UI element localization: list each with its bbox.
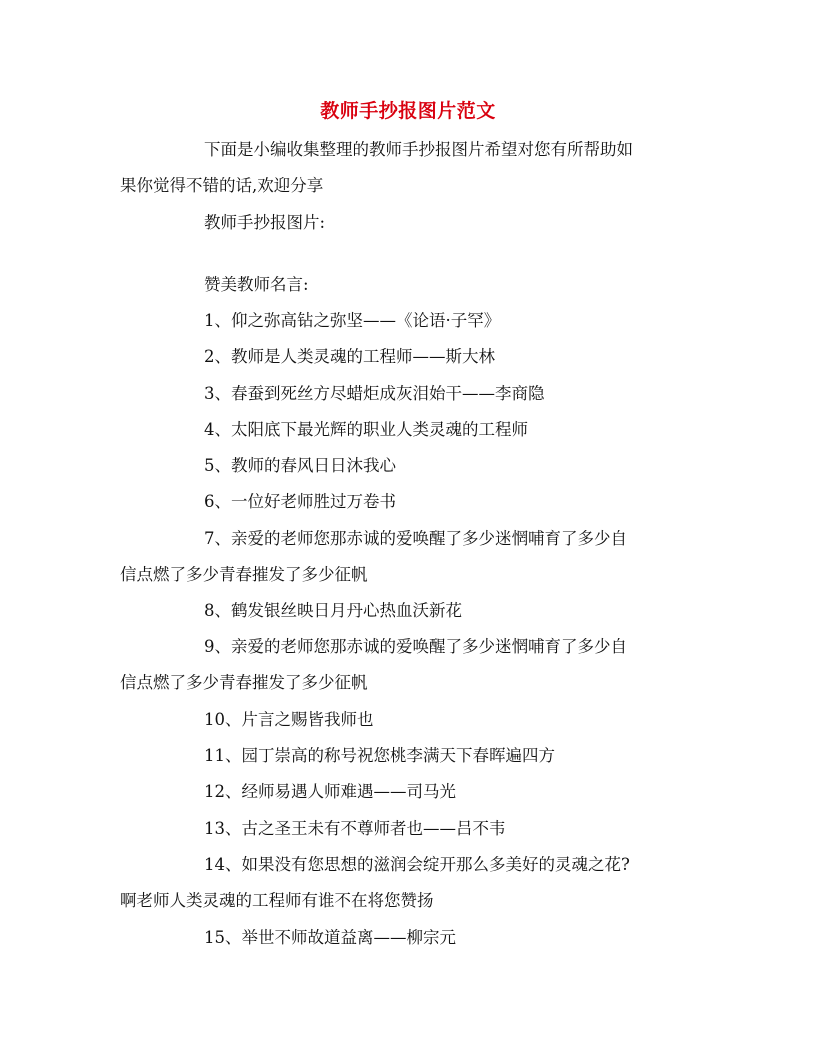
subheading: 教师手抄报图片: [204, 213, 326, 232]
quote-item-continuation: 啊老师人类灵魂的工程师有谁不在将您赞扬 [120, 891, 434, 910]
quote-item: 8、鹤发银丝映日月丹心热血沃新花 [204, 601, 462, 620]
quote-item: 5、教师的春风日日沐我心 [204, 456, 396, 475]
quote-item: 3、春蚕到死丝方尽蜡炬成灰泪始干——李商隐 [204, 384, 545, 403]
quote-item: 13、古之圣王未有不尊师者也——吕不韦 [204, 819, 506, 838]
intro-line: 果你觉得不错的话,欢迎分享 [120, 176, 324, 195]
quote-item: 12、经师易遇人师难遇——司马光 [204, 782, 456, 801]
quote-item: 15、举世不师故道益离——柳宗元 [204, 928, 456, 947]
quote-item: 7、亲爱的老师您那赤诚的爱唤醒了多少迷惘哺育了多少自 [204, 529, 627, 548]
quote-item: 4、太阳底下最光辉的职业人类灵魂的工程师 [204, 420, 528, 439]
quotes-heading: 赞美教师名言: [204, 275, 309, 294]
quote-item-continuation: 信点燃了多少青春摧发了多少征帆 [120, 565, 368, 584]
quote-item: 9、亲爱的老师您那赤诚的爱唤醒了多少迷惘哺育了多少自 [204, 637, 627, 656]
quote-item-continuation: 信点燃了多少青春摧发了多少征帆 [120, 673, 368, 692]
quote-item: 1、仰之弥高钻之弥坚——《论语·子罕》 [204, 311, 501, 330]
document-title: 教师手抄报图片范文 [320, 100, 496, 122]
quote-item: 10、片言之赐皆我师也 [204, 710, 374, 729]
quote-item: 11、园丁崇高的称号祝您桃李满天下春晖遍四方 [204, 746, 555, 765]
intro-line: 下面是小编收集整理的教师手抄报图片希望对您有所帮助如 [204, 140, 633, 159]
quote-item: 6、一位好老师胜过万卷书 [204, 492, 396, 511]
quote-item: 2、教师是人类灵魂的工程师——斯大林 [204, 347, 495, 366]
quote-item: 14、如果没有您思想的滋润会绽开那么多美好的灵魂之花? [204, 855, 630, 874]
